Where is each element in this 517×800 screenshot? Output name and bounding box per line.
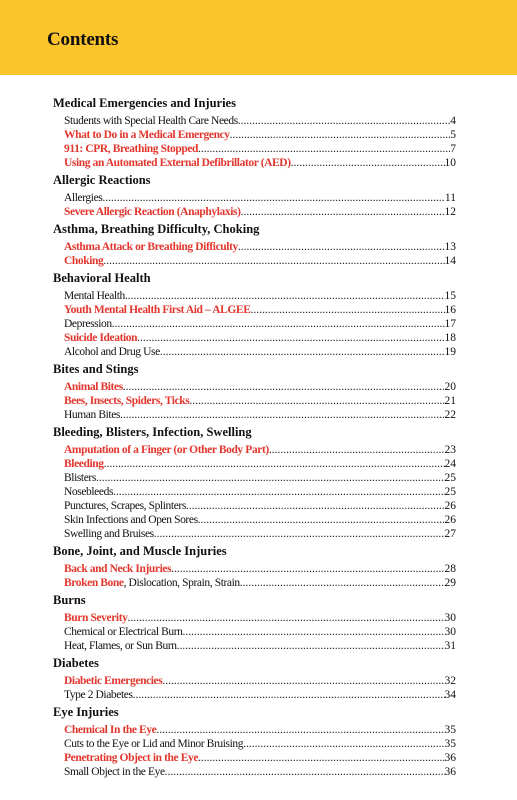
dot-leader (186, 499, 445, 513)
toc-link-entry[interactable] (53, 128, 456, 142)
dot-leader (241, 205, 445, 219)
toc-link-entry[interactable] (53, 457, 456, 471)
page-number: 26 (444, 500, 456, 512)
section-heading: Asthma, Breathing Difficulty, Choking (53, 222, 260, 236)
entry-title[interactable]: Amputation of a Finger (or Other Body Part) (64, 444, 269, 456)
dot-leader (113, 485, 444, 499)
toc-section (53, 221, 456, 268)
page-number: 14 (444, 255, 456, 267)
page-number: 35 (444, 724, 456, 736)
dot-leader (96, 471, 445, 485)
page-number: 7 (450, 143, 456, 155)
entry-title[interactable]: Bleeding (64, 458, 104, 470)
toc-link-entry[interactable] (53, 674, 456, 688)
toc-section (53, 543, 456, 590)
toc-link-entry[interactable] (53, 156, 456, 170)
toc-entry (53, 114, 456, 128)
page-number: 26 (444, 514, 456, 526)
entry-title: Mental Health (64, 290, 125, 302)
dot-leader (240, 576, 445, 590)
section-heading: Medical Emergencies and Injuries (53, 96, 236, 110)
dot-leader (133, 688, 445, 702)
toc-link-entry[interactable] (53, 254, 456, 268)
page-number: 36 (444, 752, 456, 764)
dot-leader (156, 723, 444, 737)
page-number: 5 (450, 129, 456, 141)
page-number: 13 (444, 241, 456, 253)
toc-link-entry[interactable] (53, 142, 456, 156)
entry-title[interactable]: 911: CPR, Breathing Stopped (64, 143, 199, 155)
page-number: 18 (444, 332, 456, 344)
page-number: 21 (444, 395, 456, 407)
toc-section (53, 172, 456, 219)
dot-leader (162, 674, 444, 688)
page-number: 28 (444, 563, 456, 575)
entry-title: Swelling and Bruises (64, 528, 154, 540)
entry-title: Small Object in the Eye (64, 766, 165, 778)
toc-link-entry[interactable] (53, 240, 456, 254)
entry-title[interactable]: Penetrating Object in the Eye (64, 752, 199, 764)
entry-title: Allergies (64, 192, 103, 204)
toc-link-entry[interactable] (53, 205, 456, 219)
toc-entry (53, 737, 456, 751)
entry-title: Chemical or Electrical Burn (64, 626, 183, 638)
entry-title[interactable]: Chemical In the Eye (64, 724, 157, 736)
entry-title: Human Bites (64, 409, 120, 421)
toc-entry (53, 471, 456, 485)
page-number: 34 (444, 689, 456, 701)
page-number: 15 (444, 290, 456, 302)
entry-title[interactable]: Choking (64, 255, 104, 267)
dot-leader (127, 611, 444, 625)
dot-leader (269, 443, 445, 457)
toc-entry (53, 485, 456, 499)
page-number: 12 (444, 206, 456, 218)
dot-leader (198, 142, 450, 156)
dot-leader (112, 317, 445, 331)
entry-title[interactable]: Animal Bites (64, 381, 123, 393)
entry-title: Students with Special Health Care Needs (64, 115, 238, 127)
entry-title[interactable]: Burn Severity (64, 612, 128, 624)
toc-entry (53, 639, 456, 653)
dot-leader (171, 562, 444, 576)
page-number: 27 (444, 528, 456, 540)
page-number: 29 (444, 577, 456, 589)
toc-link-entry[interactable] (53, 394, 456, 408)
toc-link-entry[interactable] (53, 562, 456, 576)
toc-section (53, 270, 456, 359)
page-number: 24 (444, 458, 456, 470)
entry-title[interactable]: Bees, Insects, Spiders, Ticks (64, 395, 190, 407)
dot-leader (198, 751, 444, 765)
page-number: 10 (444, 157, 456, 169)
entry-title[interactable]: What to Do in a Medical Emergency (64, 129, 230, 141)
page-number: 22 (444, 409, 456, 421)
dot-leader (154, 527, 445, 541)
entry-title[interactable]: Severe Allergic Reaction (Anaphylaxis) (64, 206, 241, 218)
dot-leader (291, 156, 445, 170)
dot-leader (165, 765, 445, 779)
toc-link-entry[interactable] (53, 576, 456, 590)
toc-section (53, 424, 456, 541)
entry-title[interactable]: Using an Automated External Defibrillator (AED) (64, 157, 291, 169)
page-number: 20 (444, 381, 456, 393)
toc-entry (53, 527, 456, 541)
dot-leader (120, 408, 445, 422)
page-number: 23 (444, 444, 456, 456)
page-number: 11 (444, 192, 456, 204)
toc-link-entry[interactable] (53, 303, 456, 317)
toc-link-entry[interactable] (53, 443, 456, 457)
toc-entry (53, 408, 456, 422)
entry-title-suffix: , Dislocation, Sprain, Strain (123, 577, 240, 589)
dot-leader (102, 191, 445, 205)
dot-leader (243, 737, 444, 751)
entry-title: Type 2 Diabetes (64, 689, 133, 701)
section-heading: Bites and Stings (53, 362, 139, 376)
entry-title: Cuts to the Eye or Lid and Minor Bruising (64, 738, 244, 750)
dot-leader (189, 394, 444, 408)
toc-section (53, 655, 456, 702)
page-number: 17 (444, 318, 456, 330)
dot-leader (104, 457, 445, 471)
toc-section (53, 592, 456, 653)
section-heading: Eye Injuries (53, 705, 119, 719)
toc-entry (53, 625, 456, 639)
toc-entry (53, 191, 456, 205)
dot-leader (137, 331, 444, 345)
entry-title: Alcohol and Drug Use (64, 346, 160, 358)
entry-title[interactable]: Youth Mental Health First Aid – ALGEE (64, 304, 251, 316)
page-number: 35 (444, 738, 456, 750)
page-number: 36 (444, 766, 456, 778)
entry-title: Blisters (64, 472, 96, 484)
dot-leader (238, 240, 445, 254)
entry-title[interactable]: Broken Bone, Dislocation, Sprain, Strain (64, 577, 240, 589)
toc-entry (53, 499, 456, 513)
page-number: 4 (450, 115, 456, 127)
dot-leader (250, 303, 444, 317)
section-heading: Bleeding, Blisters, Infection, Swelling (53, 425, 252, 439)
dot-leader (123, 380, 445, 394)
toc-entry (53, 317, 456, 331)
entry-title: Punctures, Scrapes, Splinters (64, 500, 186, 512)
header-banner (0, 0, 517, 75)
toc-entry (53, 513, 456, 527)
page-title: Contents (47, 29, 119, 50)
toc-entry (53, 765, 456, 779)
page-number: 30 (444, 612, 456, 624)
toc-link-entry[interactable] (53, 611, 456, 625)
dot-leader (198, 513, 445, 527)
entry-title: Skin Infections and Open Sores (64, 514, 198, 526)
section-heading: Allergic Reactions (53, 173, 151, 187)
page-number: 31 (444, 640, 456, 652)
dot-leader (177, 639, 445, 653)
page-number: 25 (444, 472, 456, 484)
toc-link-entry[interactable] (53, 751, 456, 765)
toc-link-entry[interactable] (53, 331, 456, 345)
entry-title[interactable]: Asthma Attack or Breathing Difficulty (64, 241, 238, 253)
dot-leader (238, 114, 450, 128)
dot-leader (103, 254, 444, 268)
section-heading: Behavioral Health (53, 271, 151, 285)
section-heading: Diabetes (53, 656, 99, 670)
entry-title[interactable]: Back and Neck Injuries (64, 563, 172, 575)
toc-link-entry[interactable] (53, 380, 456, 394)
page-number: 32 (444, 675, 456, 687)
dot-leader (230, 128, 451, 142)
section-heading: Burns (53, 593, 86, 607)
page-number: 19 (444, 346, 456, 358)
section-heading: Bone, Joint, and Muscle Injuries (53, 544, 227, 558)
table-of-contents (0, 75, 517, 779)
toc-entry (53, 289, 456, 303)
toc-entry (53, 688, 456, 702)
toc-entry (53, 345, 456, 359)
page-number: 25 (444, 486, 456, 498)
dot-leader (160, 345, 445, 359)
page-number: 16 (444, 304, 456, 316)
toc-section (53, 95, 456, 170)
toc-section (53, 704, 456, 779)
entry-title: Heat, Flames, or Sun Burn (64, 640, 177, 652)
entry-title[interactable]: Diabetic Emergencies (64, 675, 163, 687)
dot-leader (183, 625, 445, 639)
toc-section (53, 361, 456, 422)
page-number: 30 (444, 626, 456, 638)
entry-title[interactable]: Suicide Ideation (64, 332, 138, 344)
entry-title: Nosebleeds (64, 486, 114, 498)
dot-leader (125, 289, 445, 303)
entry-title: Depression (64, 318, 112, 330)
toc-link-entry[interactable] (53, 723, 456, 737)
